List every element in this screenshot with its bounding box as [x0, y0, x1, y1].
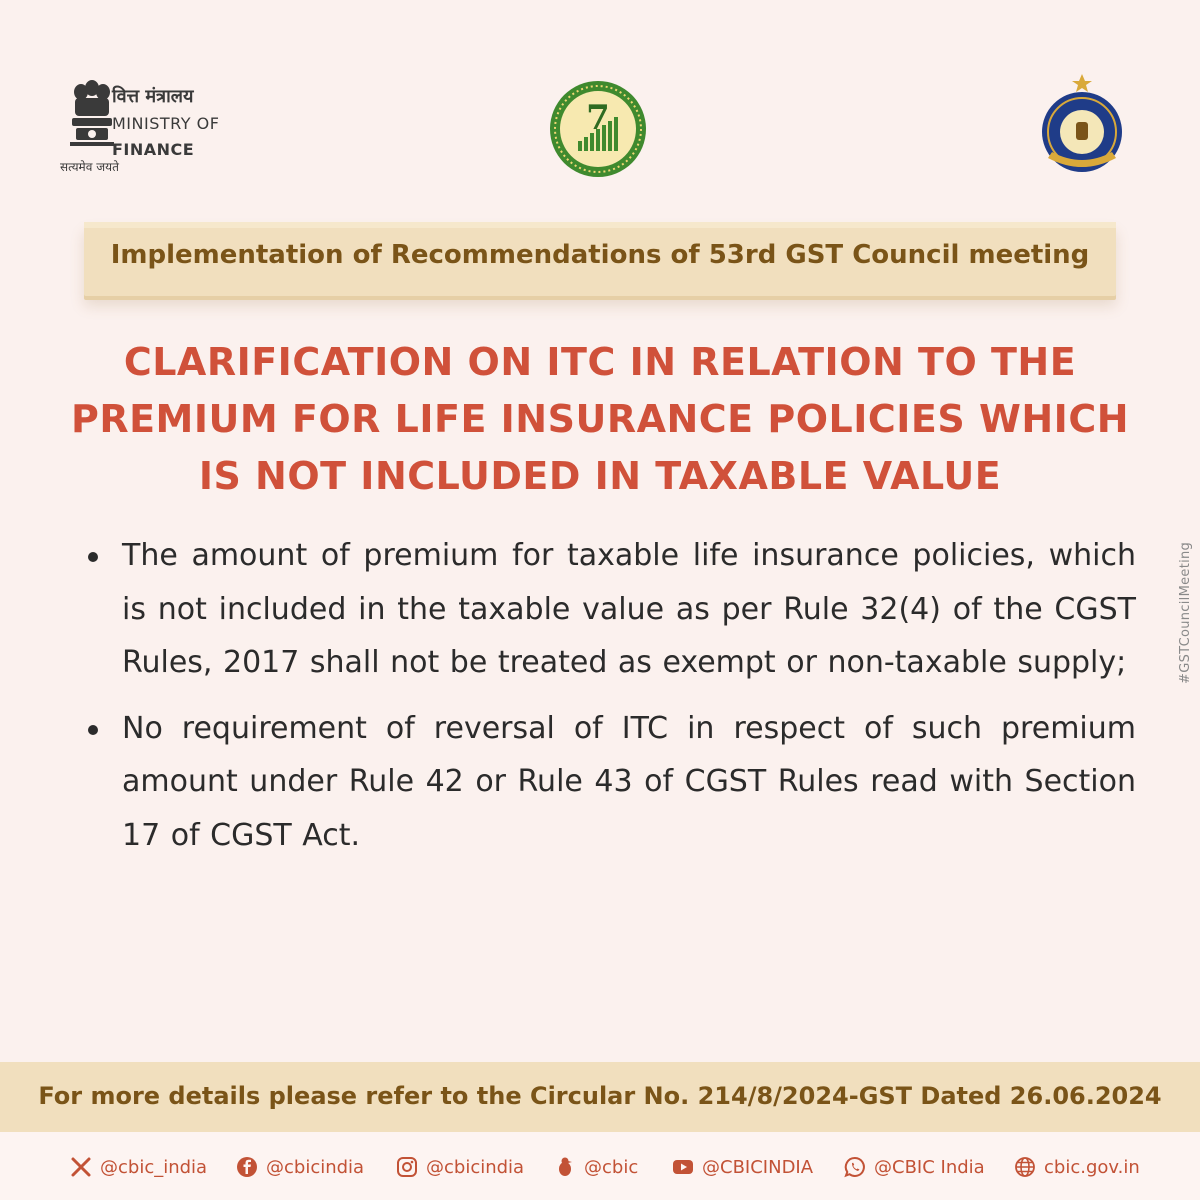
facebook-icon — [236, 1156, 258, 1178]
circular-reference: For more details please refer to the Circular No. 214/8/2024-GST Dated 26.06.2024 — [38, 1082, 1162, 1110]
social-handle: @cbicindia — [266, 1157, 365, 1178]
ministry-of-finance-logo — [60, 78, 266, 178]
bullet-dot — [88, 552, 98, 562]
title-line-3: IS NOT INCLUDED IN TAXABLE VALUE — [198, 454, 1002, 498]
page-title — [40, 334, 1160, 505]
banner-text: Implementation of Recommendations of 53rd GST Council meeting — [110, 240, 1090, 270]
koo-icon — [554, 1156, 576, 1178]
national-emblem-icon — [66, 78, 118, 148]
cbic-emblem-logo — [1032, 72, 1132, 176]
list-item — [80, 529, 1136, 690]
ministry-name-line2: FINANCE — [112, 140, 195, 159]
whatsapp-icon — [844, 1156, 866, 1178]
globe-icon — [1014, 1156, 1036, 1178]
social-handle: @cbic — [584, 1157, 639, 1178]
social-handle: @cbicindia — [426, 1157, 525, 1178]
social-handle: cbic.gov.in — [1044, 1157, 1140, 1178]
title-line-1: CLARIFICATION ON ITC IN RELATION TO THE — [123, 340, 1077, 384]
bullet-list — [80, 529, 1136, 874]
gst-7-years-logo — [548, 79, 648, 179]
bullet-dot — [88, 725, 98, 735]
social-handle: @cbic_india — [100, 1157, 208, 1178]
hashtag-text: #GSTCouncilMeeting — [1178, 541, 1193, 684]
bullet-text-1: The amount of premium for taxable life insurance policies, which is not included in the taxable value as per Rule 32(4) of the CGST Rules, 2017 shall not be treated as exempt or non-taxable supply; — [122, 538, 1136, 680]
youtube-icon — [672, 1156, 694, 1178]
topic-banner — [84, 222, 1116, 296]
social-handle: @CBIC India — [874, 1157, 985, 1178]
ministry-name-line1: MINISTRY OF — [112, 114, 220, 133]
ministry-hindi-name: वित्त मंत्रालय — [112, 86, 194, 107]
banner-highlight-strip — [84, 222, 1116, 228]
bullet-text-2: No requirement of reversal of ITC in respect of such premium amount under Rule 42 or Rule 43 of CGST Rules read with Section 17 of CGST Act. — [122, 710, 1136, 853]
instagram-icon — [396, 1156, 418, 1178]
social-handle: @CBICINDIA — [702, 1157, 814, 1178]
gst-logo-number: 7 — [586, 98, 610, 138]
title-line-2: PREMIUM FOR LIFE INSURANCE POLICIES WHICH — [70, 397, 1130, 441]
list-item — [80, 702, 1136, 863]
emblem-motto: सत्यमेव जयते — [60, 160, 119, 174]
reference-band — [0, 1062, 1200, 1132]
social-footer — [0, 1132, 1200, 1200]
x-icon — [70, 1156, 92, 1178]
